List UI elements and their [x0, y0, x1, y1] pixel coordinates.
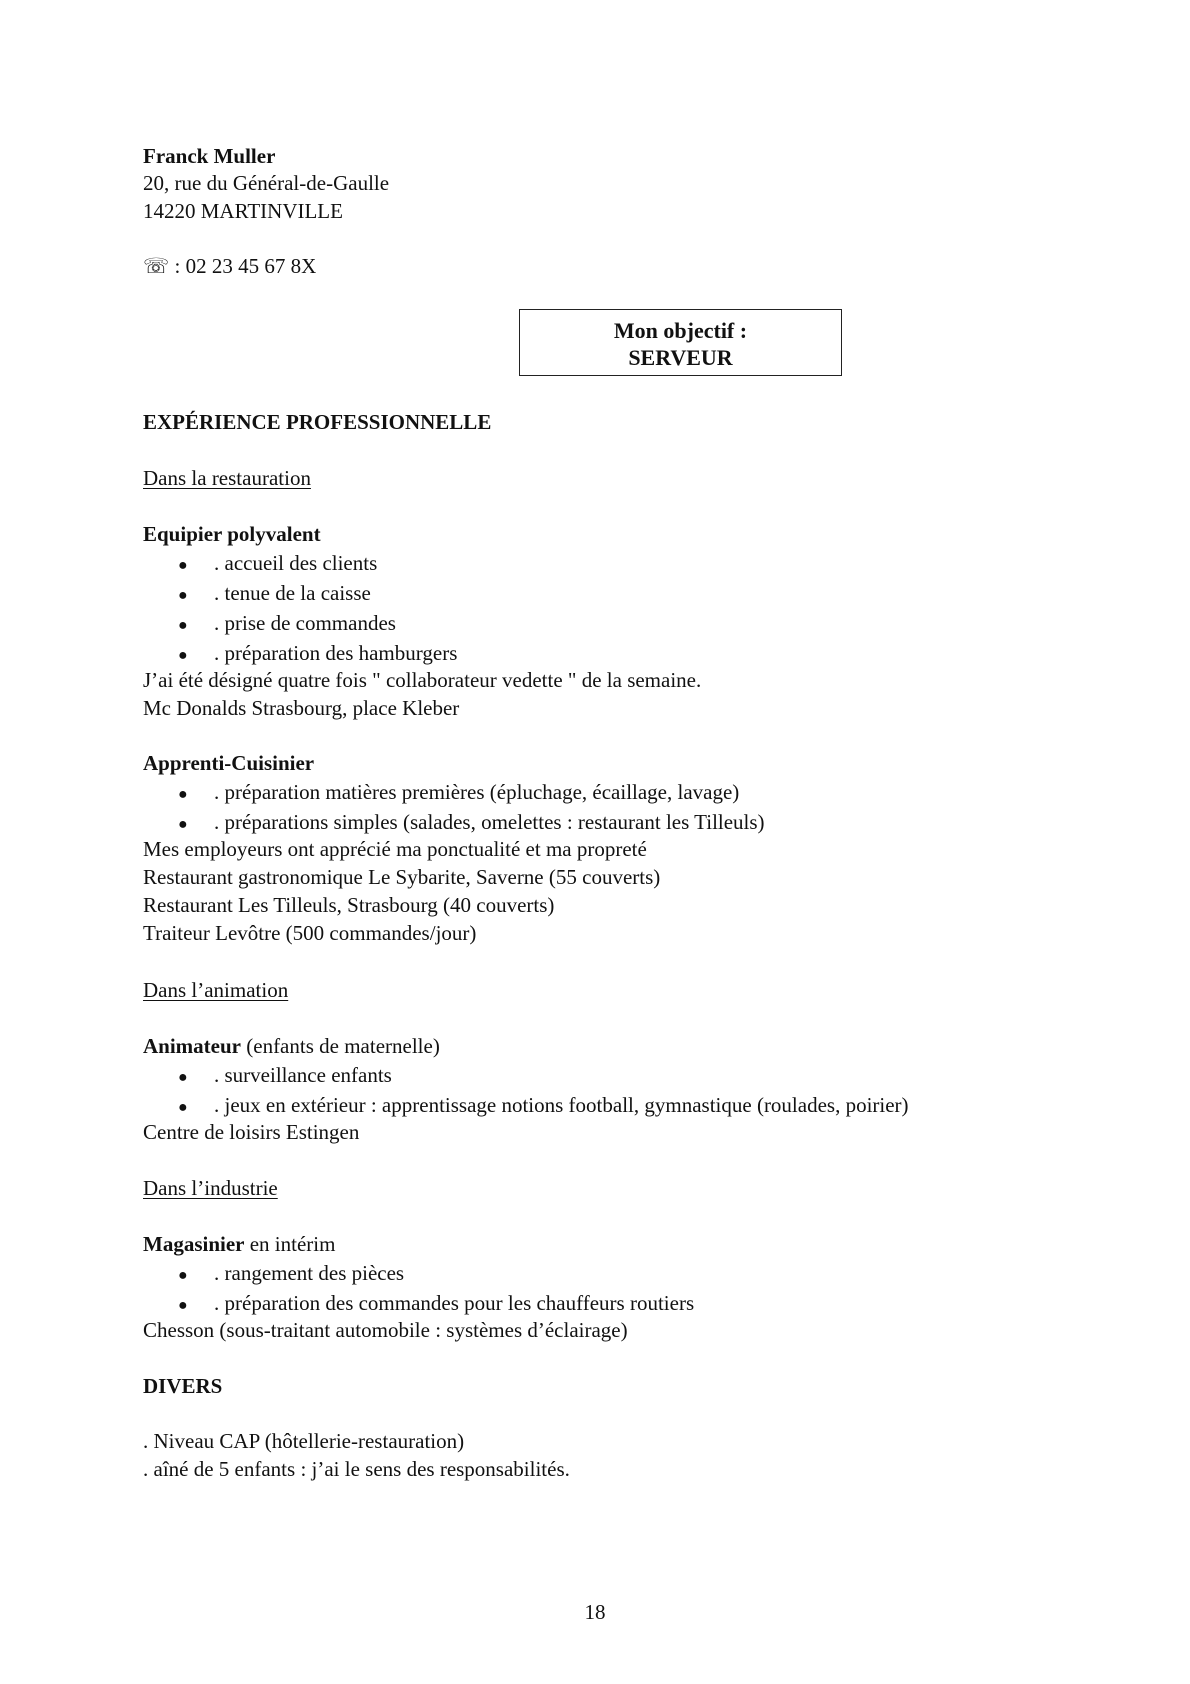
task-item: . préparation des hamburgers	[214, 641, 458, 665]
job-title-animateur: Animateur	[143, 1034, 241, 1058]
phone-line	[143, 256, 316, 277]
task-item: . surveillance enfants	[214, 1063, 392, 1087]
candidate-name: Franck Muller	[143, 144, 276, 168]
bullet-icon: ●	[178, 557, 188, 574]
bullet-icon: ●	[178, 617, 188, 634]
job-title-suffix: (enfants de maternelle)	[241, 1034, 440, 1058]
job-note: Mc Donalds Strasbourg, place Kleber	[143, 696, 460, 720]
divers-item: . aîné de 5 enfants : j’ai le sens des responsabilités.	[143, 1457, 570, 1481]
task-item: . tenue de la caisse	[214, 581, 371, 605]
bullet-icon: ●	[178, 1267, 188, 1284]
telephone-icon: ☏	[143, 254, 170, 278]
job-title-line-animateur	[143, 1036, 440, 1057]
job-note: Traiteur Levôtre (500 commandes/jour)	[143, 921, 477, 945]
bullet-icon: ●	[178, 587, 188, 604]
task-item: . accueil des clients	[214, 551, 378, 575]
job-title-magasinier: Magasinier	[143, 1232, 245, 1256]
bullet-icon: ●	[178, 1069, 188, 1086]
task-item: . préparation matières premières (épluchage, écaillage, lavage)	[214, 780, 740, 804]
task-item: . prise de commandes	[214, 611, 396, 635]
task-item: . jeux en extérieur : apprentissage notions football, gymnastique (roulades, poirier)	[214, 1093, 909, 1117]
section-title-animation: Dans l’animation	[143, 978, 289, 1002]
bullet-icon: ●	[178, 816, 188, 833]
job-title-equipier: Equipier polyvalent	[143, 522, 321, 546]
job-note: Restaurant Les Tilleuls, Strasbourg (40 couverts)	[143, 893, 555, 917]
job-title-apprenti: Apprenti-Cuisinier	[143, 751, 315, 775]
section-title-industrie: Dans l’industrie	[143, 1176, 278, 1200]
task-item: . préparations simples (salades, omelettes : restaurant les Tilleuls)	[214, 810, 765, 834]
page-number: 18	[584, 1600, 606, 1624]
divers-heading: DIVERS	[143, 1374, 223, 1398]
divers-item: . Niveau CAP (hôtellerie-restauration)	[143, 1429, 465, 1453]
phone-number: : 02 23 45 67 8X	[174, 254, 317, 278]
job-note: Centre de loisirs Estingen	[143, 1120, 360, 1144]
bullet-icon: ●	[178, 1099, 188, 1116]
objective-box	[519, 309, 842, 376]
task-item: . rangement des pièces	[214, 1261, 405, 1285]
section-title-restauration: Dans la restauration	[143, 466, 311, 490]
experience-heading: EXPÉRIENCE PROFESSIONNELLE	[143, 410, 492, 434]
job-title-suffix: en intérim	[244, 1232, 336, 1256]
address-line-1: 20, rue du Général-de-Gaulle	[143, 171, 390, 195]
task-item: . préparation des commandes pour les chauffeurs routiers	[214, 1291, 695, 1315]
address-line-2: 14220 MARTINVILLE	[143, 199, 343, 223]
job-note: Mes employeurs ont apprécié ma ponctualité et ma propreté	[143, 837, 647, 861]
bullet-icon: ●	[178, 1297, 188, 1314]
job-title-line-magasinier	[143, 1234, 335, 1255]
objective-label: Mon objectif :	[613, 318, 748, 343]
job-note: J’ai été désigné quatre fois " collaborateur vedette " de la semaine.	[143, 668, 702, 692]
objective-value: SERVEUR	[628, 345, 733, 370]
bullet-icon: ●	[178, 786, 188, 803]
bullet-icon: ●	[178, 647, 188, 664]
job-note: Chesson (sous-traitant automobile : systèmes d’éclairage)	[143, 1318, 628, 1342]
job-note: Restaurant gastronomique Le Sybarite, Saverne (55 couverts)	[143, 865, 661, 889]
